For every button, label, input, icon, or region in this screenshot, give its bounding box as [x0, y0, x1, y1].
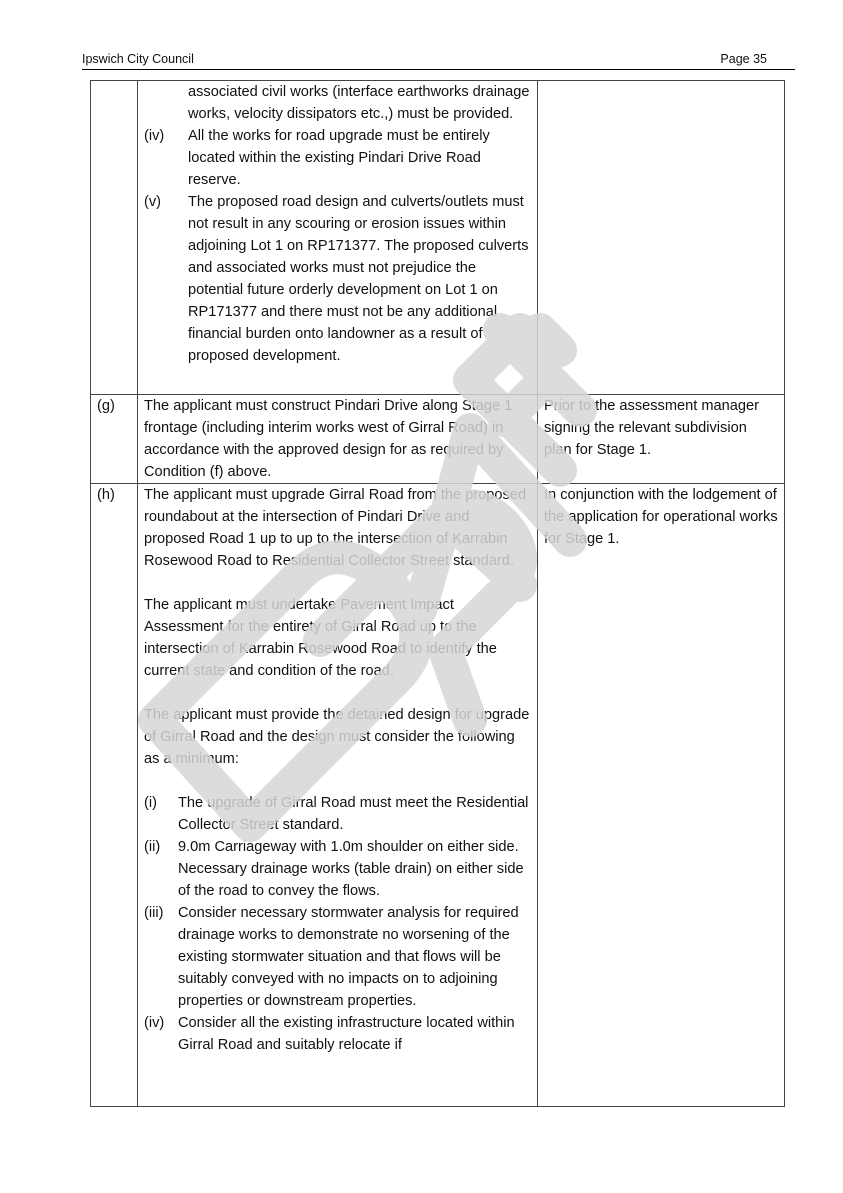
list-item-text: All the works for road upgrade must be entirely located within the existing Pindari Drive Road reserve. [188, 128, 490, 188]
condition-paragraph: The applicant must upgrade Girral Road from the proposed roundabout at the intersection of Pindari Drive and proposed Road 1 up to up to the intersection of Karrabin Rosewood Road to Residential Collector Street standard. [144, 487, 527, 569]
condition-paragraph: The applicant must provide the detained design for upgrade of Girral Road and the design must consider the following as a minimum: [144, 707, 530, 767]
condition-ref: (g) [91, 395, 138, 484]
list-item [144, 1012, 531, 1056]
organization-name: Ipswich City Council [82, 52, 194, 66]
list-item-text: 9.0m Carriageway with 1.0m shoulder on either side. Necessary drainage works (table drain) on either side of the road to convey the flows. [178, 839, 524, 899]
condition-ref-cell [91, 81, 138, 395]
header-divider [82, 69, 795, 70]
condition-text: The applicant must construct Pindari Drive along Stage 1 frontage (including interim works west of Girral Road) in accordance with the approved design for as required by Condition (f) above. [138, 395, 538, 484]
list-item-number: (ii) [144, 839, 161, 855]
condition-timing-cell [538, 81, 785, 395]
list-item [144, 902, 531, 1012]
condition-text-cell [138, 484, 538, 1107]
list-item [144, 191, 531, 367]
condition-timing: In conjunction with the lodgement of the application for operational works for Stage 1. [538, 484, 785, 1107]
table-row [91, 484, 785, 1107]
table-row [91, 395, 785, 484]
list-item-text: The upgrade of Girral Road must meet the Residential Collector Street standard. [178, 795, 529, 833]
condition-ref: (h) [91, 484, 138, 1107]
list-item-text: Consider all the existing infrastructure located within Girral Road and suitably relocate if [178, 1015, 515, 1053]
list-item [144, 792, 531, 836]
list-item-number: (iv) [144, 1015, 165, 1031]
page-number: Page 35 [720, 52, 767, 66]
page-header [82, 50, 795, 70]
list-item [144, 125, 531, 191]
requirements-list [144, 792, 531, 1056]
list-item-text: Consider necessary stormwater analysis for required drainage works to demonstrate no worsening of the existing stormwater situation and that flows will be suitably conveyed with no impacts on to adjoining properties or downstream properties. [178, 905, 519, 1009]
condition-paragraph: The applicant must undertake Pavement Impact Assessment for the entirety of Girral Road up to the intersection of Karrabin Rosewood Road to identify the current state and condition of the road. [144, 597, 497, 679]
continued-text: associated civil works (interface earthworks drainage works, velocity dissipators etc.,) must be provided. [188, 84, 530, 122]
condition-text-cell [138, 81, 538, 395]
list-item [144, 836, 531, 902]
conditions-table [90, 80, 785, 1107]
list-item-number: (iv) [144, 128, 165, 144]
table-row [91, 81, 785, 395]
list-item-number: (iii) [144, 905, 164, 921]
list-item-text: The proposed road design and culverts/outlets must not result in any scouring or erosion issues within adjoining Lot 1 on RP171377. The proposed culverts and associated works must not prejudice the potential future orderly development on Lot 1 on RP171377 and there must not be any additional financial burden onto landowner as a result of proposed development. [188, 194, 529, 364]
list-item-number: (v) [144, 194, 162, 210]
list-item-number: (i) [144, 795, 157, 811]
condition-timing: Prior to the assessment manager signing the relevant subdivision plan for Stage 1. [538, 395, 785, 484]
